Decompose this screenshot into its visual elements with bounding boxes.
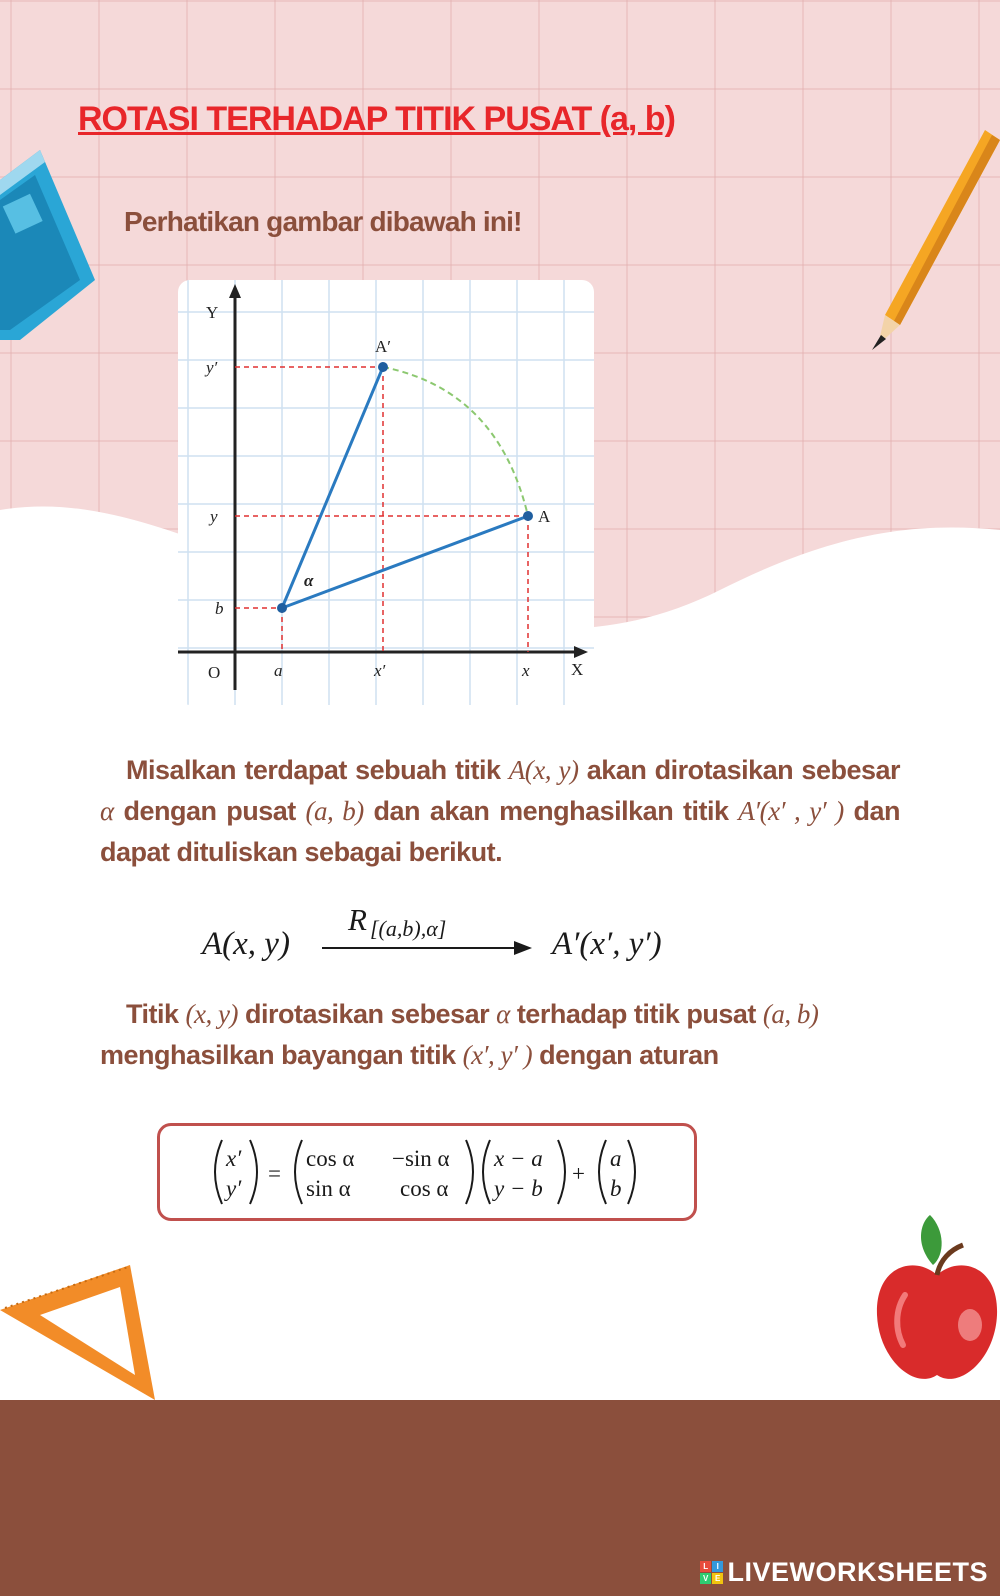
paren-c-left bbox=[599, 1140, 606, 1204]
rotation-matrix-box bbox=[157, 1123, 697, 1221]
apple-illustration bbox=[875, 1215, 1000, 1395]
p1-math-point: A(x, y) bbox=[508, 755, 579, 785]
paren-m-left bbox=[295, 1140, 302, 1204]
p2-math-center: (a, b) bbox=[762, 999, 819, 1029]
diff-top: x − a bbox=[494, 1146, 543, 1171]
formula-right: A′(x′, y′) bbox=[552, 926, 662, 962]
paren-v-right bbox=[250, 1140, 257, 1204]
p1-text-5: dan dapat dituliskan sebagai berikut. bbox=[100, 796, 900, 867]
label-b: b bbox=[215, 599, 224, 618]
page-title: ROTASI TERHADAP TITIK PUSAT (a, b) bbox=[78, 100, 675, 138]
plus-sign: + bbox=[572, 1161, 585, 1186]
rotation-arc bbox=[383, 367, 528, 516]
label-origin: O bbox=[208, 663, 221, 682]
rotation-notation-formula bbox=[200, 896, 700, 976]
instruction-text: Perhatikan gambar dibawah ini! bbox=[124, 206, 522, 237]
rule-paragraph bbox=[100, 994, 900, 1076]
p1-math-center: (a, b) bbox=[305, 796, 364, 826]
p2-math-angle: α bbox=[496, 999, 510, 1029]
logo-letter-v: V bbox=[700, 1573, 711, 1584]
matrix-m12: −sin α bbox=[392, 1146, 450, 1171]
matrix-m22: cos α bbox=[400, 1176, 449, 1201]
rotation-matrix-formula bbox=[160, 1126, 694, 1218]
label-x-prime: x′ bbox=[374, 661, 386, 680]
formula-rotation-symbol: R bbox=[348, 902, 367, 937]
matrix-m11: cos α bbox=[306, 1146, 355, 1171]
segment-center-a-prime bbox=[282, 367, 383, 608]
liveworksheets-brand-text: LIVEWORKSHEETS bbox=[727, 1557, 988, 1587]
p2-text-1: Titik bbox=[126, 999, 186, 1029]
p1-math-angle: α bbox=[100, 796, 114, 826]
label-point-a-prime: A′ bbox=[375, 337, 391, 356]
p2-math-image-point: (x′, y′ ) bbox=[462, 1040, 533, 1070]
explanation-paragraph bbox=[100, 750, 900, 873]
p2-text-5: dengan aturan bbox=[532, 1040, 719, 1070]
label-y-prime: y′ bbox=[206, 358, 218, 377]
center-point bbox=[277, 603, 287, 613]
point-a-prime bbox=[378, 362, 388, 372]
p2-text-4: menghasilkan bayangan titik bbox=[100, 1040, 463, 1070]
label-axis-x: X bbox=[571, 660, 584, 679]
p2-text-3: terhadap titik pusat bbox=[509, 999, 763, 1029]
label-a: a bbox=[274, 661, 283, 680]
p1-math-image-point: A′(x′ , y′ ) bbox=[738, 796, 844, 826]
book-illustration bbox=[0, 140, 100, 350]
center-bottom: b bbox=[610, 1176, 622, 1201]
liveworksheets-brand[interactable] bbox=[700, 1557, 988, 1588]
matrix-m21: sin α bbox=[306, 1176, 351, 1201]
p2-text-2: dirotasikan sebesar bbox=[237, 999, 497, 1029]
footer-band bbox=[0, 1400, 1000, 1596]
triangle-ruler-illustration bbox=[0, 1265, 160, 1405]
label-angle: α bbox=[304, 571, 314, 590]
y-axis-arrow bbox=[229, 284, 241, 298]
formula-rotation-subscript: [(a,b),α] bbox=[370, 916, 447, 941]
p1-text-4: dan akan menghasilkan titik bbox=[363, 796, 739, 826]
rotation-graph bbox=[178, 280, 594, 705]
formula-arrow-head bbox=[514, 941, 532, 955]
label-x: x bbox=[522, 661, 530, 680]
p1-text-2: akan dirotasikan sebesar bbox=[578, 755, 901, 785]
point-a bbox=[523, 511, 533, 521]
paren-v-left bbox=[215, 1140, 222, 1204]
segment-center-a bbox=[282, 516, 528, 608]
diff-bottom: y − b bbox=[494, 1176, 543, 1201]
label-axis-y: Y bbox=[206, 303, 219, 322]
equals-sign: = bbox=[268, 1161, 281, 1186]
paren-d-left bbox=[483, 1140, 490, 1204]
liveworksheets-logo-icon bbox=[700, 1561, 723, 1584]
formula-left: A(x, y) bbox=[202, 926, 290, 962]
vector-top: x′ bbox=[226, 1146, 242, 1171]
label-y: y bbox=[210, 507, 218, 526]
paren-c-right bbox=[628, 1140, 635, 1204]
logo-letter-e: E bbox=[712, 1573, 723, 1584]
rotation-graph-card bbox=[178, 280, 594, 705]
paren-d-right bbox=[558, 1140, 565, 1204]
logo-letter-i: I bbox=[712, 1561, 723, 1572]
p2-math-point: (x, y) bbox=[185, 999, 238, 1029]
logo-letter-l: L bbox=[700, 1561, 711, 1572]
paren-m-right bbox=[466, 1140, 473, 1204]
label-point-a: A bbox=[538, 507, 551, 526]
p1-text-1: Misalkan terdapat sebuah titik bbox=[126, 755, 509, 785]
pencil-illustration bbox=[870, 130, 1000, 355]
center-top: a bbox=[610, 1146, 622, 1171]
p1-text-3: dengan pusat bbox=[113, 796, 306, 826]
vector-bottom: y′ bbox=[226, 1176, 242, 1201]
